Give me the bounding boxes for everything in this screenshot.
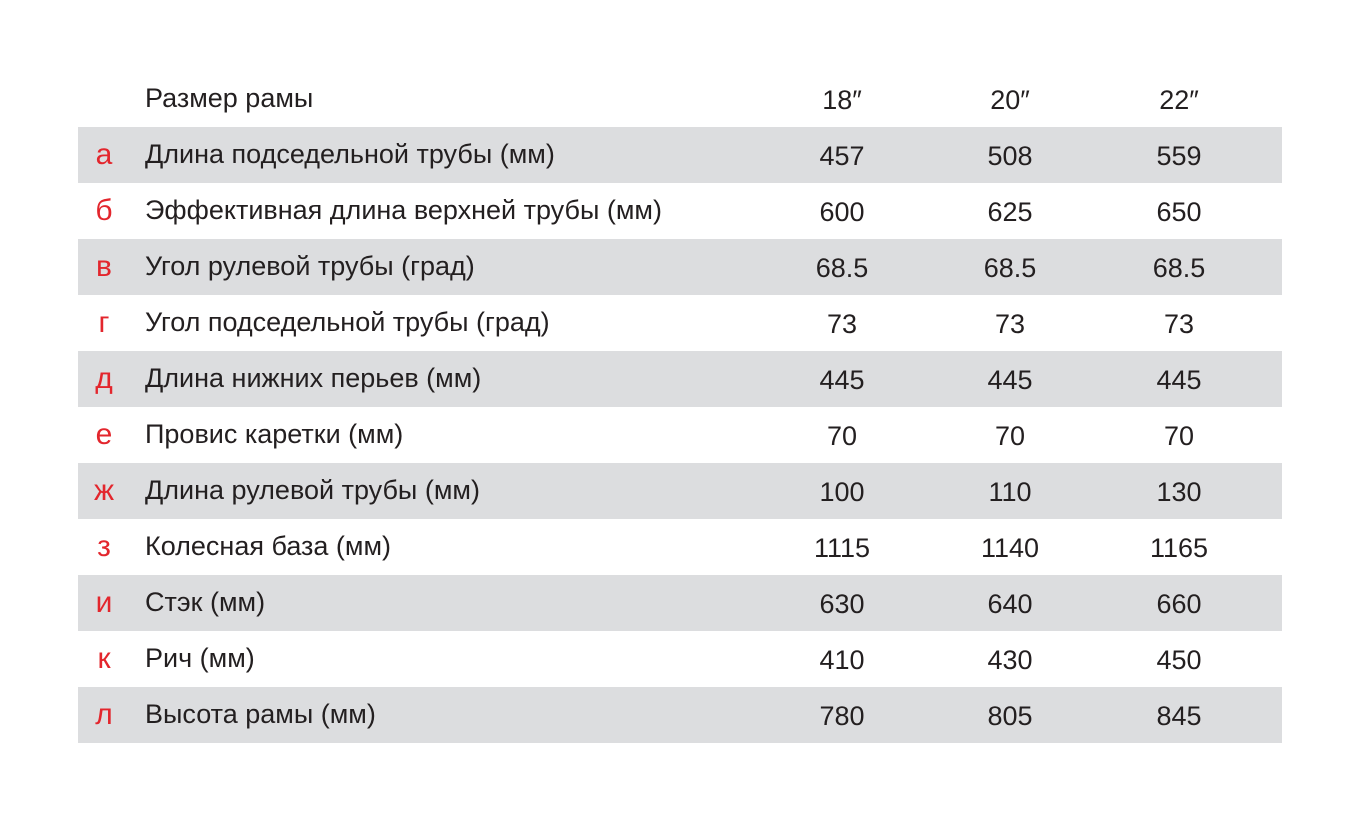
table-row	[78, 239, 1282, 295]
row-value-22: 130	[1156, 477, 1202, 507]
row-value-18: 68.5	[815, 253, 869, 283]
row-marker: к	[97, 642, 111, 675]
row-label: Эффективная длина верхней трубы (мм)	[145, 195, 662, 225]
row-value-18: 630	[819, 589, 865, 619]
row-value-20: 70	[994, 421, 1026, 451]
row-label: Угол рулевой трубы (град)	[145, 251, 475, 281]
row-value-18: 780	[819, 701, 865, 731]
row-value-18: 445	[819, 365, 865, 395]
row-value-18: 100	[819, 477, 865, 507]
row-value-22: 70	[1163, 421, 1195, 451]
row-value-22: 650	[1156, 197, 1202, 227]
row-label: Колесная база (мм)	[145, 531, 392, 561]
row-marker: з	[97, 530, 111, 563]
row-value-22: 845	[1156, 701, 1202, 731]
row-value-22: 660	[1156, 589, 1202, 619]
row-label: Длина подседельной трубы (мм)	[145, 139, 555, 169]
table-row	[78, 463, 1282, 519]
row-value-20: 805	[987, 701, 1033, 731]
row-value-18: 1115	[813, 533, 871, 563]
row-value-22: 1165	[1149, 533, 1209, 563]
row-marker: а	[95, 138, 113, 171]
size-20: 20″	[990, 85, 1030, 115]
row-value-20: 640	[987, 589, 1033, 619]
row-marker: ж	[93, 474, 115, 507]
table-row	[78, 407, 1282, 463]
row-value-20: 1140	[980, 533, 1040, 563]
row-value-18: 457	[819, 141, 865, 171]
row-value-18: 600	[819, 197, 865, 227]
row-value-20: 110	[988, 477, 1032, 507]
table-row	[78, 183, 1282, 239]
row-value-18: 410	[819, 645, 865, 675]
row-label: Высота рамы (мм)	[145, 699, 376, 729]
row-value-20: 625	[987, 197, 1033, 227]
size-22: 22″	[1159, 85, 1199, 115]
geometry-table	[78, 71, 1282, 743]
header-row	[78, 71, 1282, 127]
table-row	[78, 351, 1282, 407]
row-marker: г	[98, 306, 110, 339]
row-value-22: 445	[1156, 365, 1202, 395]
row-value-22: 68.5	[1152, 253, 1206, 283]
row-marker: б	[95, 194, 113, 227]
row-label: Стэк (мм)	[145, 587, 266, 617]
size-18: 18″	[822, 85, 862, 115]
row-marker: л	[95, 698, 113, 731]
row-marker: и	[95, 586, 113, 619]
table-row	[78, 127, 1282, 183]
row-value-22: 559	[1156, 141, 1202, 171]
table-row	[78, 631, 1282, 687]
row-value-18: 70	[826, 421, 858, 451]
row-label: Длина рулевой трубы (мм)	[145, 475, 480, 505]
row-label: Длина нижних перьев (мм)	[145, 363, 482, 393]
row-marker: в	[96, 250, 112, 283]
row-label: Рич (мм)	[145, 643, 255, 673]
row-label: Провис каретки (мм)	[145, 419, 404, 449]
table-row	[78, 575, 1282, 631]
row-value-18: 73	[826, 309, 858, 339]
row-value-20: 430	[987, 645, 1033, 675]
table-row	[78, 295, 1282, 351]
row-marker: е	[95, 418, 113, 451]
frame-size-label: Размер рамы	[145, 83, 314, 113]
row-value-22: 73	[1163, 309, 1195, 339]
row-value-20: 68.5	[983, 253, 1037, 283]
row-value-22: 450	[1156, 645, 1202, 675]
row-value-20: 508	[987, 141, 1033, 171]
row-value-20: 445	[987, 365, 1033, 395]
table-row	[78, 687, 1282, 743]
row-value-20: 73	[994, 309, 1026, 339]
table-row	[78, 519, 1282, 575]
row-marker: д	[95, 362, 113, 395]
row-label: Угол подседельной трубы (град)	[145, 307, 550, 337]
